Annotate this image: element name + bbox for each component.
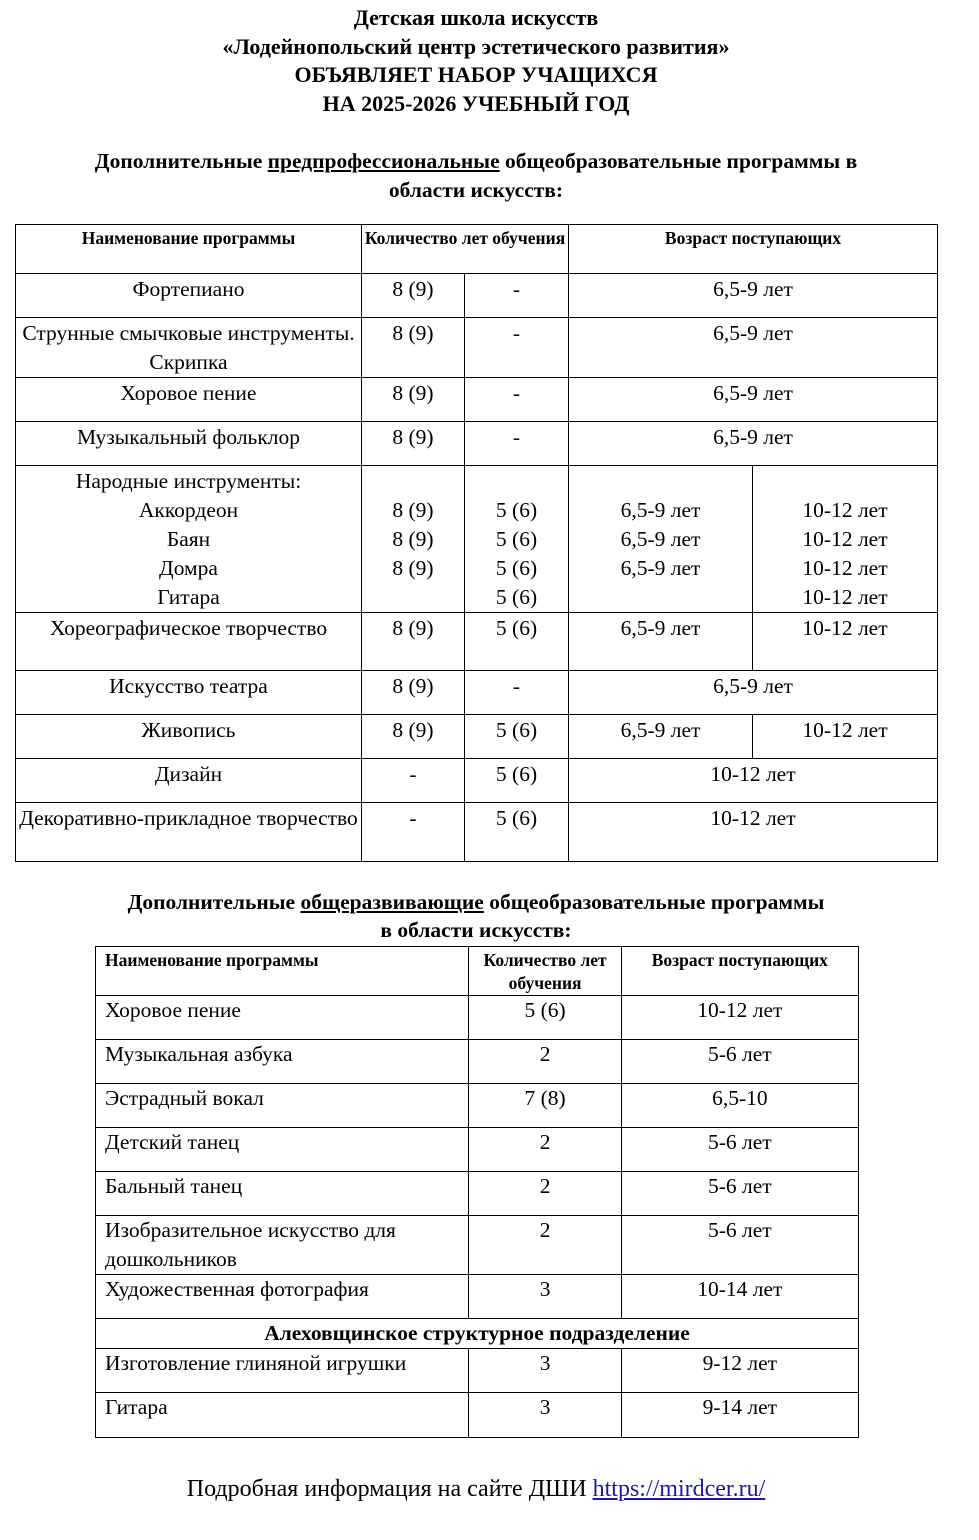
instrument-name: Баян [166, 527, 211, 551]
general-emphasis: общеразвивающие [300, 890, 484, 914]
column-header-years: Количество лет обучения [469, 947, 621, 996]
preprofessional-section-title: Дополнительные предпрофессиональные общеобразовательные программы в области искусств: [94, 149, 858, 202]
preprofessional-emphasis: предпрофессиональные [267, 149, 500, 173]
table-row: Музыкальная азбука 2 5-6 лет [96, 1040, 859, 1084]
table-header-row [96, 947, 859, 996]
column-header-age: Возраст поступающих [569, 225, 938, 274]
column-header-age: Возраст поступающих [621, 947, 858, 996]
column-header-years: Количество лет обучения [362, 225, 569, 274]
table-row: Хоровое пение 8 (9) - 6,5-9 лет [16, 378, 938, 422]
preprofessional-programs-table [15, 224, 938, 862]
column-header-name: Наименование программы [16, 225, 362, 274]
table-row: Гитара 3 9-14 лет [96, 1393, 859, 1438]
footer-info [0, 1473, 952, 1505]
instrument-name: Домра [159, 556, 218, 580]
table-row: Хоровое пение 5 (6) 10-12 лет [96, 996, 859, 1040]
table-row: Хореографическое творчество 8 (9) 5 (6) 6,5-9 лет 10-12 лет [16, 613, 938, 671]
center-name: «Лодейнопольский центр эстетического развития» [222, 33, 730, 59]
table-row-folk-instruments: Народные инструменты: Аккордеон Баян Домра Гитара 8 (9) 8 (9) 8 (9) 5 (6) 5 (6) 5 (6) 5 (6) 6,5-9 лет 6,5-9 лет 6,5-9 лет 10-12 лет 10-12 лет 10-12 лет 10-12 лет [16, 466, 938, 613]
website-link[interactable]: https://mirdcer.ru/ [592, 1476, 766, 1502]
table-row: Художественная фотография 3 10-14 лет [96, 1275, 859, 1319]
table-row: Струнные смычковые инструменты. Скрипка 8 (9) - 6,5-9 лет [16, 318, 938, 378]
table-row: Фортепиано 8 (9) - 6,5-9 лет [16, 274, 938, 318]
announcement-header [0, 4, 952, 118]
table-row: Детский танец 2 5-6 лет [96, 1128, 859, 1172]
general-section-title: Дополнительные общеразвивающие общеобразовательные программы в области искусств: [127, 890, 825, 942]
academic-year: НА 2025-2026 УЧЕБНЫЙ ГОД [322, 90, 630, 116]
table-header-row [16, 225, 938, 274]
table-row: Музыкальный фольклор 8 (9) - 6,5-9 лет [16, 422, 938, 466]
column-header-name: Наименование программы [96, 947, 469, 996]
table-row: Искусство театра 8 (9) - 6,5-9 лет [16, 671, 938, 715]
school-name: Детская школа искусств [353, 5, 599, 30]
table-row: Декоративно-прикладное творчество - 5 (6) 10-12 лет [16, 803, 938, 862]
general-programs-table [95, 946, 859, 1438]
footer-text: Подробная информация на сайте ДШИ [186, 1476, 593, 1502]
table-row: Бальный танец 2 5-6 лет [96, 1172, 859, 1216]
table-row: Живопись 8 (9) 5 (6) 6,5-9 лет 10-12 лет [16, 715, 938, 759]
table-row: Эстрадный вокал 7 (8) 6,5-10 [96, 1084, 859, 1128]
table-row: Изобразительное искусство для дошкольников 2 5-6 лет [96, 1216, 859, 1275]
instrument-name: Гитара [157, 585, 220, 609]
subdivision-title: Алеховщинское структурное подразделение [96, 1319, 859, 1349]
table-row: Дизайн - 5 (6) 10-12 лет [16, 759, 938, 803]
table-row: Изготовление глиняной игрушки 3 9-12 лет [96, 1349, 859, 1393]
instrument-name: Аккордеон [138, 498, 239, 522]
subdivision-row [96, 1319, 859, 1349]
announcement-title: ОБЪЯВЛЯЕТ НАБОР УЧАЩИХСЯ [294, 62, 658, 87]
